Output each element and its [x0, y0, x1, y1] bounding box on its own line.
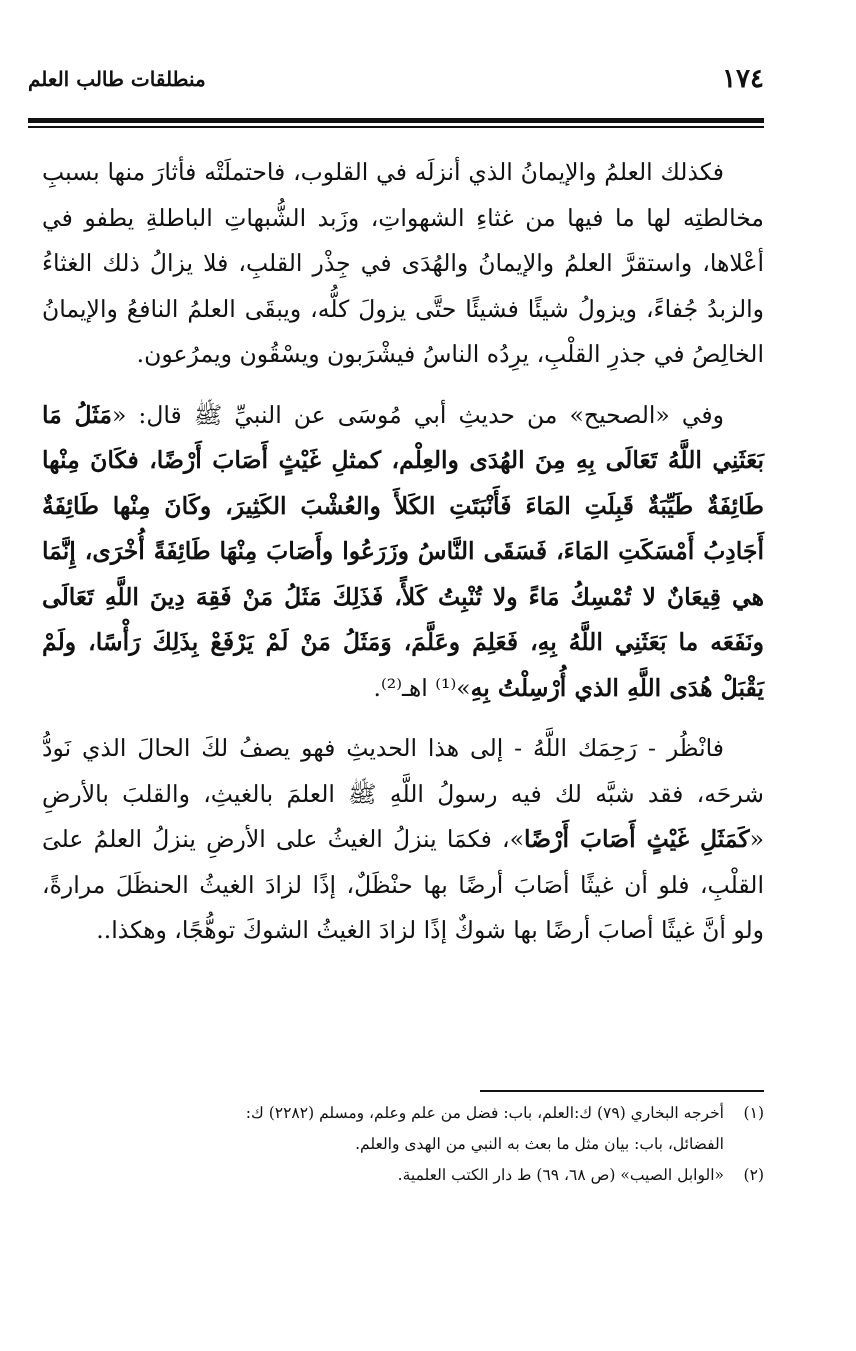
- paragraph-3-part-b: »، فكمَا ينزلُ الغيثُ على الأرضِ ينزلُ العلمُ علىَ القلْبِ، فلو أن غيثًا أصَابَ أرضًا بها حنْظَلٌ، إذًا لزادَ الغيثُ الحنظَلَ مرارةً، ولو أنَّ غيثًا أصابَ أرضًا بها شوكٌ إذًا لزادَ الغيثُ الشوكَ توهُّجًا، وهكذا..: [42, 825, 764, 944]
- page-header: [28, 62, 764, 96]
- paragraph-3-part-a: فانْظُر - رَحِمَك اللَّهُ - إلى هذا الحديثِ فهو يصفُ لكَ الحالَ الذي نَودُّ شرحَه، فقد شبَّه لك فيه رسولُ اللَّهِ ﷺ العلمَ بالغيثِ، والقلبَ بالأرضِ «: [42, 734, 764, 853]
- hadith-outro: »⁽¹⁾ اهـ⁽²⁾.: [373, 673, 471, 702]
- footnote-2: [28, 1160, 764, 1191]
- paragraph-3: [42, 726, 764, 954]
- footnote-separator: [480, 1090, 764, 1092]
- quoted-phrase: كَمَثَلِ غَيْثٍ أَصَابَ أَرْضًا: [523, 825, 750, 853]
- page-number: ١٧٤: [722, 64, 764, 94]
- header-rule-thick: [28, 118, 764, 123]
- hadith-text: مَثَلُ مَا بَعَثَنِي اللَّهُ تَعَالَى بِهِ مِنَ الهُدَى والعِلْم، كمثلِ غَيْثٍ أَصَابَ أَرْضًا، فكَانَ مِنْها طَائِفَةٌ طَيِّبَةٌ قَبِلَتِ المَاءَ فَأَنْبَتَتِ الكَلأَ والعُشْبَ الكَثِيرَ، وكَانَ مِنْها طَائِفَةٌ أَجَادِبُ أَمْسَكَتِ المَاءَ، فَسَقَى النَّاسُ وزَرَعُوا وأَصَابَ مِنْهَا طَائِفَةً أُخْرَى، إِنَّمَا هي قِيعَانٌ لا تُمْسِكُ مَاءً ولا تُنْبِتُ كَلأً، فَذَلِكَ مَثَلُ مَنْ فَقِهَ دِينَ اللَّهِ تَعَالَى ونَفَعَه ما بَعَثَنِي اللَّهُ بِهِ، فَعَلِمَ وعَلَّمَ، وَمَثَلُ مَنْ لَمْ يَرْفَعْ بِذَلِكَ رَأْسًا، ولَمْ يَقْبَلْ هُدَى اللَّهِ الذي أُرْسِلْتُ بِهِ: [42, 400, 764, 702]
- footnotes: [28, 1098, 764, 1191]
- footnote-1: [28, 1098, 764, 1129]
- hadith-intro: وفي «الصحيح» من حديثِ أبي مُوسَى عن النبيِّ ﷺ قال: «: [111, 400, 724, 429]
- paragraph-2: [42, 393, 764, 712]
- footnote-1-continued: الفضائل، باب: بيان مثل ما بعث به النبي من الهدى والعلم.: [355, 1135, 724, 1153]
- running-title: منطلقات طالب العلم: [28, 67, 206, 91]
- footnote-2-text: «الوابل الصيب» (ص ٦٨، ٦٩) ط دار الكتب العلمية.: [397, 1166, 724, 1184]
- footnote-1-mark: (١): [743, 1104, 764, 1122]
- main-text: [42, 150, 764, 969]
- footnote-1-line-1: أخرجه البخاري (٧٩) ك:العلم، باب: فضل من علم وعلم، ومسلم (٢٢٨٢) ك:: [245, 1104, 724, 1122]
- footnote-2-mark: (٢): [743, 1166, 764, 1184]
- paragraph-1: فكذلك العلمُ والإيمانُ الذي أنزلَه في القلوب، فاحتملَتْه فأثارَ منها بسببِ مخالطتِه لها ما فيها من غثاءِ الشهواتِ، وزَبد الشُّبهاتِ الباطلةِ يطفو في أعْلاها، واستقرَّ العلمُ والإيمانُ والهُدَى في جِذْر القلبِ، فلا يزالُ ذلك الغثاءُ والزبدُ جُفاءً، ويزولُ شيئًا فشيئًا حتَّى يزولَ كلُّه، ويبقَى العلمُ النافعُ والإيمانُ الخالِصُ في جذرِ القلْبِ، يرِدُه الناسُ فيشْرَبون ويسْقُون ويمرُعون.: [42, 158, 764, 368]
- header-rule-thin: [28, 126, 764, 128]
